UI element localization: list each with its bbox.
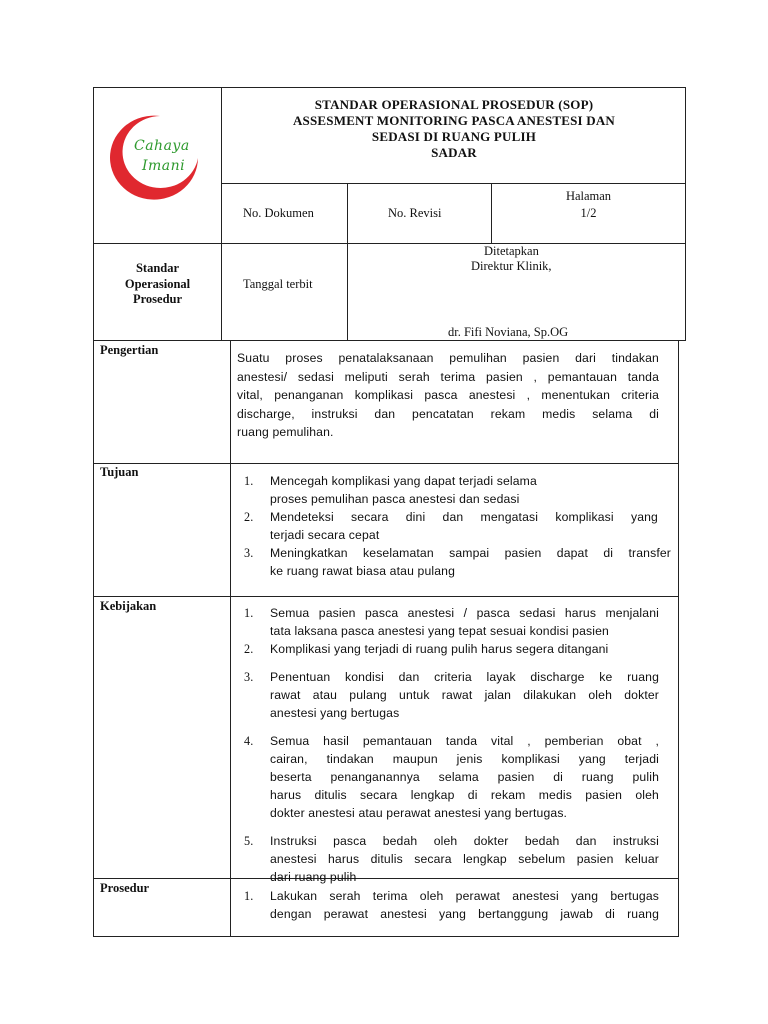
no-dokumen-label: No. Dokumen (243, 206, 314, 220)
list-item (231, 604, 659, 640)
direktur-label: Direktur Klinik, (471, 259, 552, 273)
pengertian-label: Pengertian (100, 343, 159, 357)
list-line: Lakukan serah terima oleh perawat anestesi yang bertugas (270, 889, 659, 903)
list-number: 1. (244, 474, 254, 488)
logo-text-line2: Imani (142, 158, 186, 174)
pengertian-line: anestesi/ sedasi meliputi serah terima pasien , pemantauan tanda (237, 369, 659, 384)
side-label-line: Standar (135, 261, 180, 275)
list-item (231, 668, 659, 722)
list-item (231, 640, 659, 658)
pengertian-line: vital, penanganan komplikasi pasca anestesi , menentukan criteria (237, 388, 659, 402)
pengertian-line: ruang pemulihan. (237, 425, 334, 439)
tujuan-list (231, 472, 671, 580)
list-line: dokter anestesi atau perawat anestesi yang bertugas. (270, 806, 568, 820)
list-line: dengan perawat anestesi yang bertanggung jawab di ruang (270, 907, 659, 921)
side-label-line: Prosedur (132, 292, 183, 306)
title-line: ASSESMENT MONITORING PASCA ANESTESI DAN (292, 113, 616, 128)
list-number: 3. (244, 546, 254, 560)
halaman-label: Halaman (565, 189, 612, 203)
list-line: Semua pasien pasca anestesi / pasca sedasi harus menjalani (270, 606, 659, 620)
list-line: proses pemulihan pasca anestesi dan sedasi (270, 492, 520, 506)
list-number: 2. (244, 510, 254, 524)
document-title (222, 97, 686, 161)
list-line: anestesi yang bertugas (270, 706, 400, 720)
prosedur-list (231, 887, 659, 923)
list-item (231, 832, 659, 886)
list-number: 4. (244, 734, 254, 748)
list-line: ke ruang rawat biasa atau pulang (270, 564, 456, 578)
tujuan-label: Tujuan (100, 465, 139, 479)
kebijakan-label: Kebijakan (100, 599, 157, 613)
clinic-logo (100, 110, 212, 200)
list-line: Penentuan kondisi dan criteria layak discharge ke ruang (270, 670, 659, 684)
list-item (231, 887, 659, 923)
crescent-logo-icon (100, 110, 212, 200)
list-line: dari ruang pulih (270, 870, 357, 884)
title-line: SEDASI DI RUANG PULIH (371, 129, 537, 144)
pengertian-text (237, 349, 659, 442)
list-number: 2. (244, 642, 254, 656)
list-line: Komplikasi yang terjadi di ruang pulih harus segera ditangani (270, 642, 609, 656)
ditetapkan-label: Ditetapkan (484, 244, 539, 258)
no-revisi-label: No. Revisi (388, 206, 442, 220)
pengertian-line: Suatu proses penatalaksanaan pemulihan pasien dari tindakan (237, 351, 659, 365)
side-label-line: Operasional (124, 276, 191, 291)
list-line: terjadi secara cepat (270, 528, 380, 542)
halaman-value: 1/2 (580, 206, 597, 220)
list-item (231, 732, 659, 822)
list-line: Meningkatkan keselamatan sampai pasien dapat di transfer (270, 546, 671, 560)
tanggal-terbit-label: Tanggal terbit (243, 277, 313, 291)
list-line: Mencegah komplikasi yang dapat terjadi selama (270, 474, 537, 488)
list-line: beserta penanganannya selama pasien di ruang pulih (270, 770, 659, 784)
list-line: Mendeteksi secara dini dan mengatasi komplikasi yang (270, 510, 658, 524)
list-line: anestesi harus ditulis secara lengkap sebelum pasien keluar (270, 852, 659, 866)
list-item (231, 472, 671, 508)
list-number: 3. (244, 670, 254, 684)
list-line: rawat atau pulang untuk rawat jalan dilakukan oleh dokter (270, 688, 659, 702)
logo-text-line1: Cahaya (134, 138, 190, 154)
kebijakan-list (231, 604, 659, 886)
list-line: Semua hasil pemantauan tanda vital , pemberian obat , (270, 734, 659, 748)
prosedur-label: Prosedur (100, 881, 150, 895)
list-number: 1. (244, 606, 254, 620)
signatory-name: dr. Fifi Noviana, Sp.OG (448, 325, 569, 339)
list-line: cairan, tindakan maupun jenis komplikasi yang terjadi (270, 752, 659, 766)
list-number: 1. (244, 889, 254, 903)
title-line: SADAR (431, 145, 477, 160)
list-line: Instruksi pasca bedah oleh dokter bedah dan instruksi (270, 834, 659, 848)
list-line: harus ditulis secara lengkap di rekam medis pasien oleh (270, 788, 659, 802)
list-item (231, 544, 671, 580)
list-line: tata laksana pasca anestesi yang tepat sesuai kondisi pasien (270, 624, 609, 638)
sop-side-label (94, 261, 221, 308)
list-number: 5. (244, 834, 254, 848)
list-item (231, 508, 671, 544)
title-line: STANDAR OPERASIONAL PROSEDUR (SOP) (314, 97, 594, 112)
pengertian-line: discharge, instruksi dan pencatatan rekam medis selama di (237, 406, 659, 421)
